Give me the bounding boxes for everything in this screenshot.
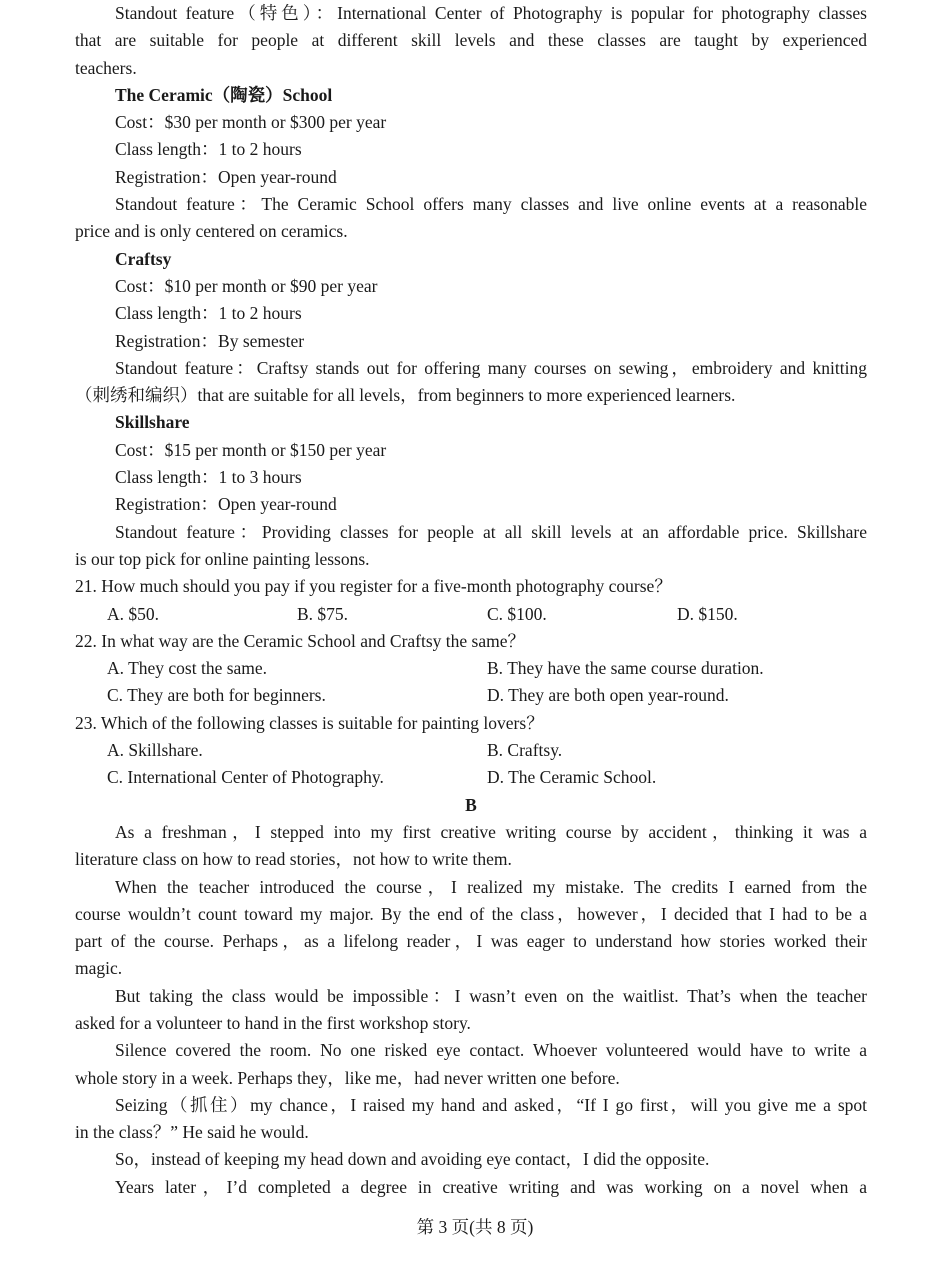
passage-line: Years later，I’d completed a degree in creative writing and was working on a novel when a [115,1176,867,1197]
question-21: 21. How much should you pay if you register for a five-month photography course？ [75,576,672,597]
craftsy-cost: Cost：$10 per month or $90 per year [115,275,378,296]
q21-option-b[interactable]: B. $75. [297,603,349,624]
ceramic-feature: price and is only centered on ceramics. [75,221,348,242]
passage-line: course wouldn’t count toward my major. By the end of the class，however，I decided that I had to be a [75,903,867,924]
passage-line: literature class on how to read stories，not how to write them. [75,849,512,870]
skillshare-title: Skillshare [115,412,190,433]
craftsy-length: Class length：1 to 2 hours [115,303,302,324]
ceramic-feature: Standout feature：The Ceramic School offers many classes and live online events at a reasonable [115,194,867,215]
skillshare-length: Class length：1 to 3 hours [115,467,302,488]
q21-option-c[interactable]: C. $100. [487,603,547,624]
passage-line: part of the course. Perhaps，as a lifelong reader，I was eager to understand how stories worked their [75,931,867,952]
skillshare-registration: Registration：Open year-round [115,494,337,515]
q21-option-a[interactable]: A. $50. [107,603,160,624]
q23-option-b[interactable]: B. Craftsy. [487,740,563,761]
passage-line: When the teacher introduced the course，I realized my mistake. The credits I earned from the [115,876,867,897]
passage-line: Silence covered the room. No one risked eye contact. Whoever volunteered would have to write a [115,1040,867,1061]
q23-option-d[interactable]: D. The Ceramic School. [487,767,657,788]
section-b-heading: B [465,794,477,815]
q21-options [75,601,867,628]
q22-option-a[interactable]: A. They cost the same. [107,658,268,679]
page-content [75,0,867,1201]
passage-line: As a freshman，I stepped into my first creative writing course by accident，thinking it was a [115,821,867,842]
passage-line: whole story in a week. Perhaps they，like me，had never written one before. [75,1067,620,1088]
passage-line: in the class？” He said he would. [75,1122,309,1143]
ceramic-title: The Ceramic（陶瓷）School [115,84,333,105]
q23-options [75,764,867,791]
intro-line: Standout feature（特色）：International Center of Photography is popular for photography classes [115,3,867,23]
q22-option-c[interactable]: C. They are both for beginners. [107,685,326,706]
question-23: 23. Which of the following classes is suitable for painting lovers？ [75,712,544,733]
q23-options [75,737,867,764]
craftsy-feature: Standout feature：Craftsy stands out for offering many courses on sewing，embroidery and knitting [115,357,867,378]
q22-options [75,682,867,709]
q23-option-c[interactable]: C. International Center of Photography. [107,767,384,788]
skillshare-feature: is our top pick for online painting lessons. [75,548,370,569]
passage-line: Seizing（抓住）my chance，I raised my hand and asked，“If I go first，will you give me a spot [115,1094,867,1115]
q23-option-a[interactable]: A. Skillshare. [107,740,203,761]
craftsy-feature: （刺绣和编织）that are suitable for all levels，from beginners to more experienced learners. [75,385,736,406]
q22-option-b[interactable]: B. They have the same course duration. [487,658,764,679]
ceramic-registration: Registration：Open year-round [115,166,337,187]
passage-line: asked for a volunteer to hand in the first workshop story. [75,1012,471,1033]
passage-line: magic. [75,958,123,979]
q22-options [75,655,867,682]
question-22: 22. In what way are the Ceramic School and Craftsy the same？ [75,630,526,651]
intro-line: teachers. [75,57,137,78]
ceramic-length: Class length：1 to 2 hours [115,139,302,160]
craftsy-registration: Registration：By semester [115,330,305,351]
skillshare-cost: Cost：$15 per month or $150 per year [115,439,387,460]
passage-line: But taking the class would be impossible：I wasn’t even on the waitlist. That’s when the teacher [115,985,867,1006]
craftsy-title: Craftsy [115,248,172,269]
intro-line: that are suitable for people at different skill levels and these classes are taught by experienced [75,30,867,51]
ceramic-cost: Cost：$30 per month or $300 per year [115,112,387,133]
q22-option-d[interactable]: D. They are both open year-round. [487,685,729,706]
skillshare-feature: Standout feature：Providing classes for people at all skill levels at an affordable price. Skillshare [115,521,867,542]
q21-option-d[interactable]: D. $150. [677,603,738,624]
passage-line: So，instead of keeping my head down and avoiding eye contact，I did the opposite. [115,1149,710,1170]
page-number: 第 3 页(共 8 页) [416,1217,534,1237]
